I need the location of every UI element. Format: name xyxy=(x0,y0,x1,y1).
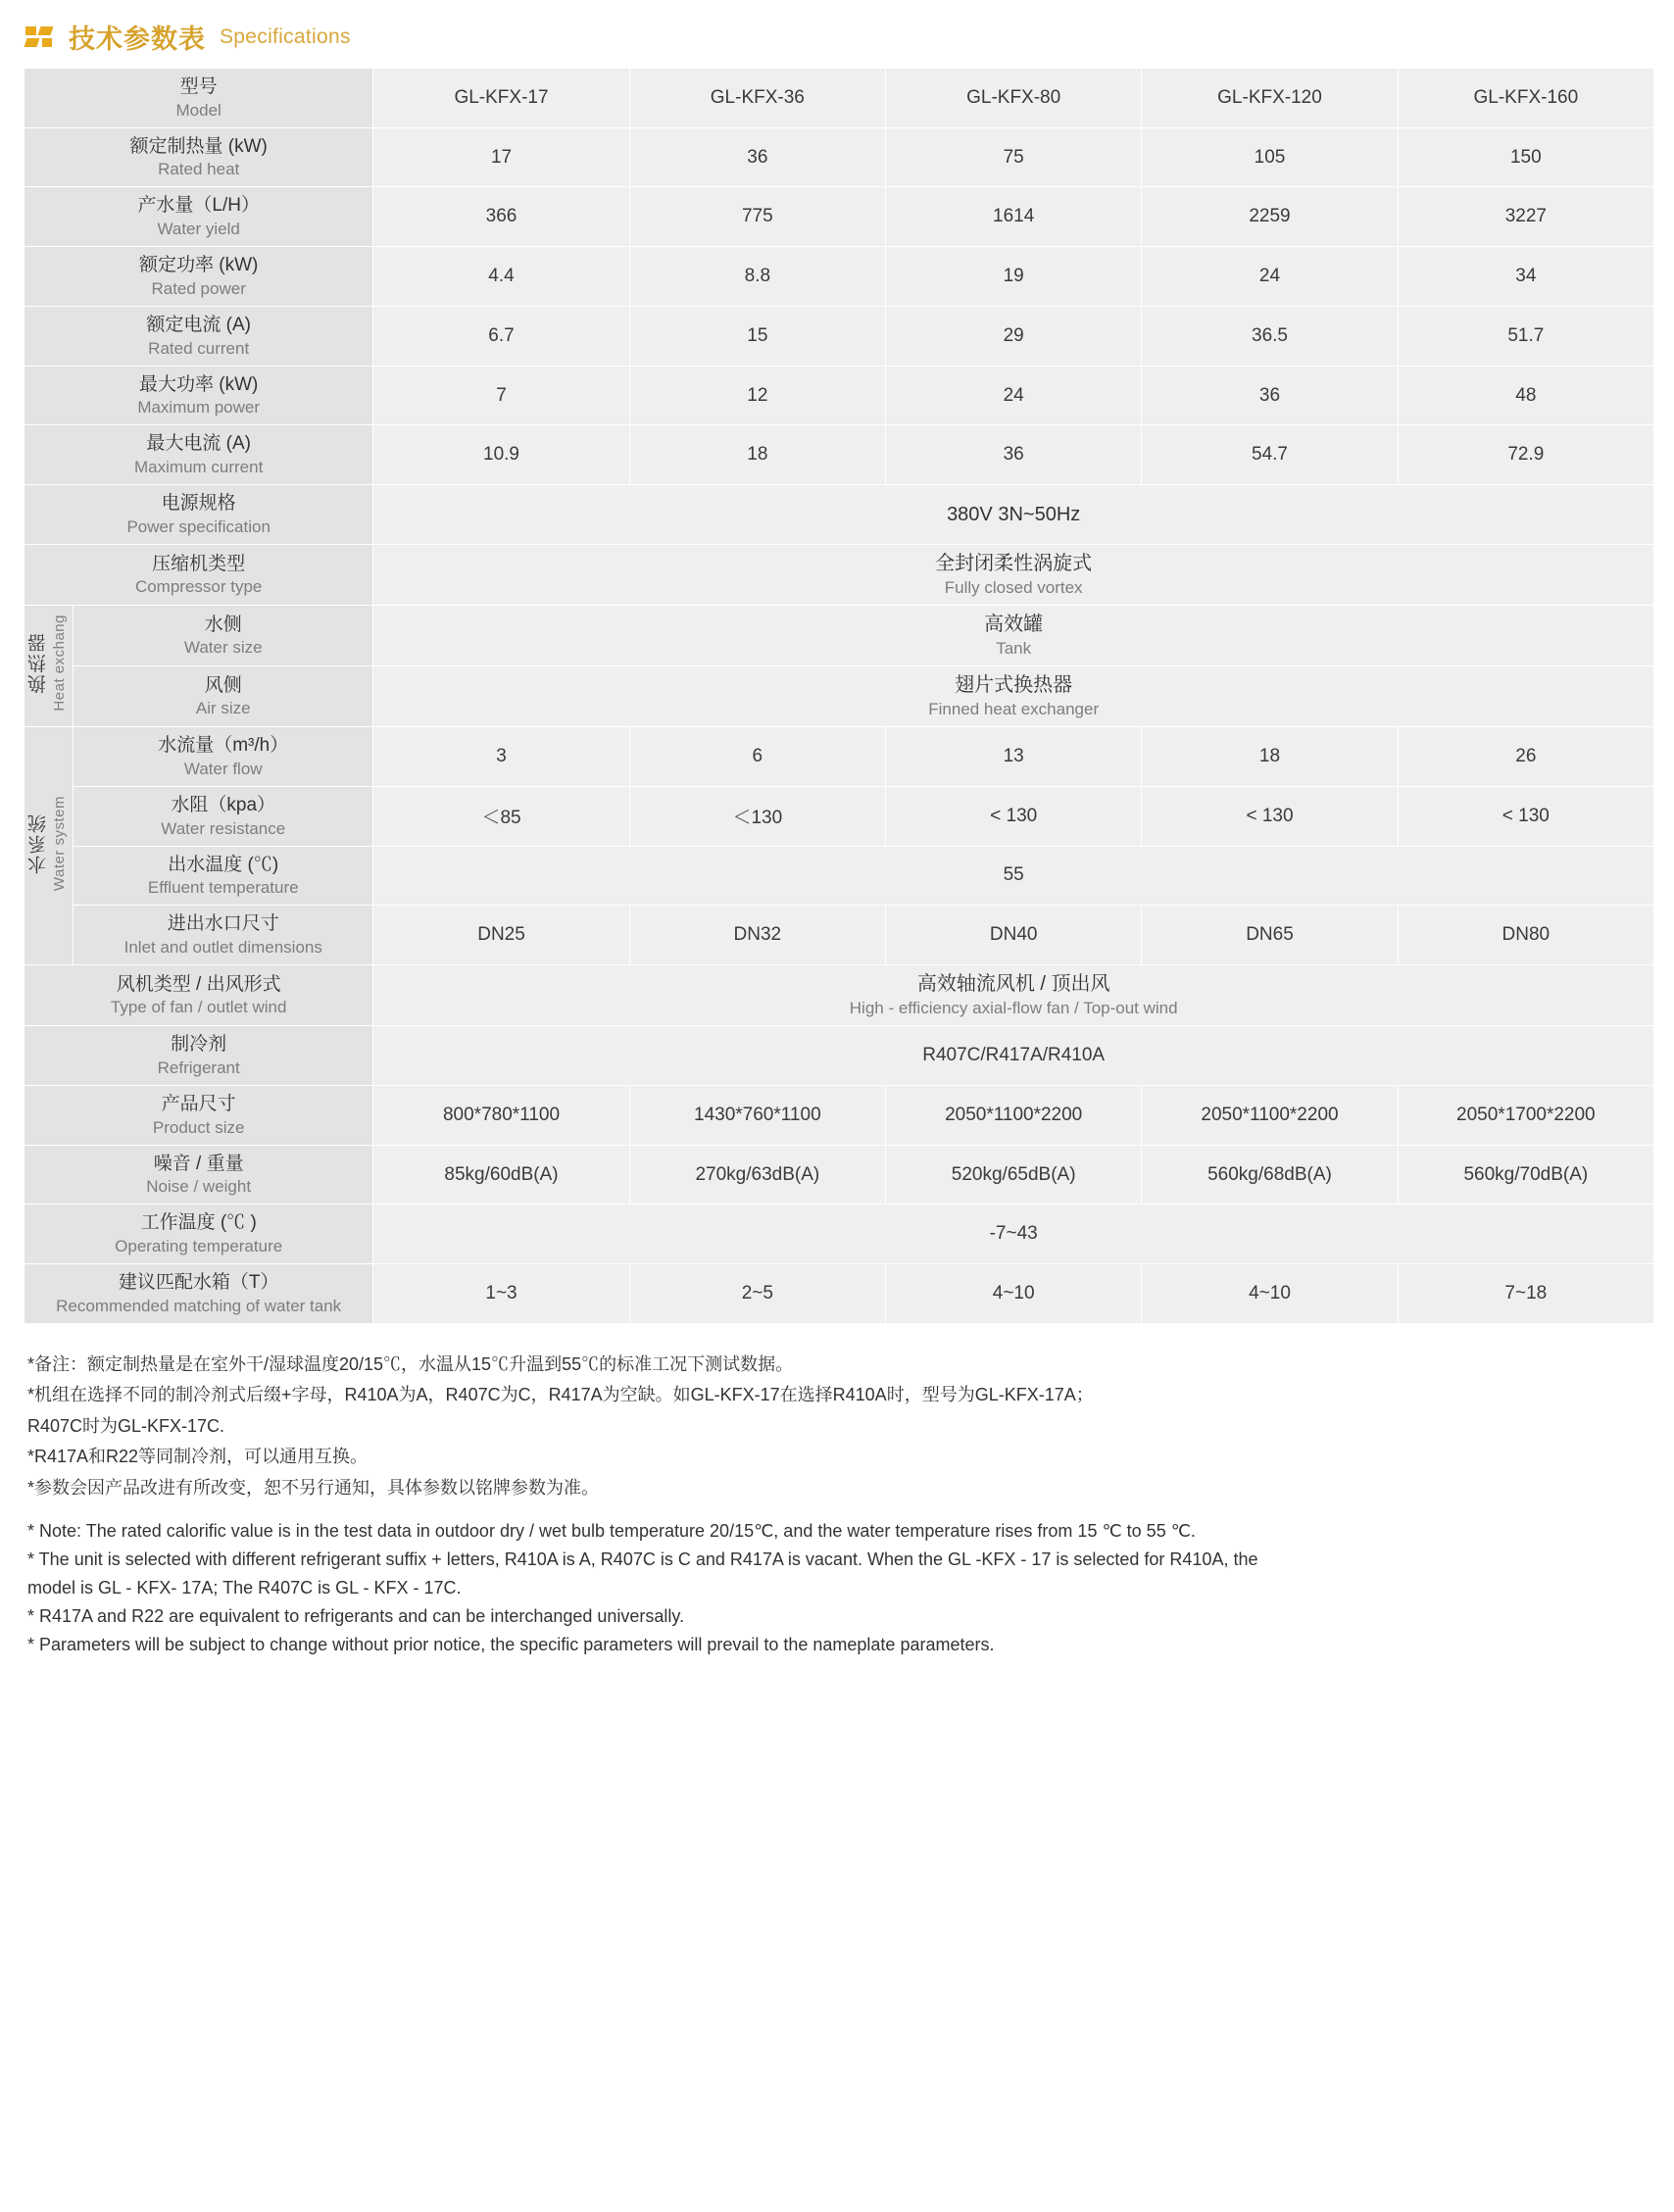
cell-value: 6 xyxy=(629,727,885,787)
table-row xyxy=(25,69,1654,128)
table-row xyxy=(25,666,1654,727)
row-label-en: Water resistance xyxy=(161,818,286,838)
row-label-cn: 额定电流 (A) xyxy=(146,314,251,335)
row-label-cn: 最大功率 (kW) xyxy=(138,373,259,395)
cell-value-merged: 55 xyxy=(373,846,1654,906)
row-label-en: Water flow xyxy=(183,759,263,778)
footnote-cn: *机组在选择不同的制冷剂式后缀+字母，R410A为A，R407C为C，R417A为空缺。如GL-KFX-17在选择R410A时，型号为GL-KFX-17A； xyxy=(27,1385,1094,1405)
cell-value: 29 xyxy=(886,306,1142,366)
cell-value: 17 xyxy=(373,127,629,187)
cell-value: DN32 xyxy=(629,906,885,965)
brand-logo-icon xyxy=(25,25,55,50)
row-label-en: Rated heat xyxy=(158,160,240,179)
footnote-cn: *备注：额定制热量是在室外干/湿球温度20/15℃，水温从15℃升温到55℃的标准工况下测试数据。 xyxy=(27,1353,794,1374)
row-label-en: Refrigerant xyxy=(157,1057,240,1077)
cell-value: 34 xyxy=(1398,247,1653,307)
group-label-en: Heat exchang xyxy=(50,614,68,712)
row-label-en: Water yield xyxy=(157,220,240,239)
footnote-en: * The unit is selected with different refrigerant suffix + letters, R410A is A, R407C is C and R417A is vacant. When the GL -KFX - 17 is selected for R410A, the xyxy=(27,1549,1258,1570)
table-row xyxy=(25,544,1654,605)
cell-value: < 130 xyxy=(1398,786,1653,846)
footnote-en: * Parameters will be subject to change without prior notice, the specific parameters will prevail to the nameplate parameters. xyxy=(27,1634,995,1654)
cell-value: 18 xyxy=(1142,727,1398,787)
row-label-en: Effluent temperature xyxy=(147,878,299,898)
page-title-en: Specifications xyxy=(220,25,351,48)
cell-value: 36 xyxy=(1142,366,1398,425)
row-label xyxy=(25,965,373,1026)
cell-value: 520kg/65dB(A) xyxy=(886,1145,1142,1204)
cell-value: 19 xyxy=(886,247,1142,307)
cell-value-merged xyxy=(373,605,1654,665)
row-label xyxy=(25,425,373,485)
table-row xyxy=(25,1204,1654,1264)
cell-value: 24 xyxy=(1142,247,1398,307)
cell-value: ＜130 xyxy=(629,786,885,846)
cell-value: DN80 xyxy=(1398,906,1653,965)
cell-value: 2050*1100*2200 xyxy=(886,1085,1142,1145)
row-label-en: Operating temperature xyxy=(115,1237,283,1256)
table-row xyxy=(25,786,1654,846)
cell-value-merged xyxy=(373,485,1654,545)
row-label-en: Power specification xyxy=(126,516,271,536)
row-label xyxy=(74,727,373,787)
table-row xyxy=(25,605,1654,665)
footnote-cn: R407C时为GL-KFX-17C. xyxy=(27,1415,225,1436)
cell-value: 270kg/63dB(A) xyxy=(629,1145,885,1204)
page-header xyxy=(22,14,1652,68)
page-title-cn: 技术参数表 xyxy=(69,25,206,54)
cell-value-merged: R407C/R417A/R410A xyxy=(373,1026,1654,1086)
row-label-cn: 额定功率 (kW) xyxy=(138,255,259,276)
row-label-cn: 水阻（kpa） xyxy=(171,794,276,815)
cell-value: 775 xyxy=(629,187,885,247)
table-row xyxy=(25,906,1654,965)
table-row xyxy=(25,485,1654,545)
row-label xyxy=(25,127,373,187)
row-label-cn: 水流量（m³/h） xyxy=(158,735,289,757)
cell-value: 2050*1700*2200 xyxy=(1398,1085,1653,1145)
row-label-en: Model xyxy=(175,100,222,120)
cell-value-en: Tank xyxy=(996,638,1032,658)
row-label-cn: 制冷剂 xyxy=(171,1034,227,1056)
row-label xyxy=(25,1085,373,1145)
cell-value: 2~5 xyxy=(629,1264,885,1324)
row-label-cn: 最大电流 (A) xyxy=(146,433,251,455)
row-label-en: Maximum current xyxy=(134,458,264,477)
row-label-cn: 出水温度 (℃) xyxy=(168,854,279,875)
cell-value: 6.7 xyxy=(373,306,629,366)
cell-value-en: Fully closed vortex xyxy=(944,577,1083,597)
row-label-cn: 建议匹配水箱（T） xyxy=(118,1272,279,1294)
row-label xyxy=(25,485,373,545)
row-label xyxy=(74,906,373,965)
row-label-cn: 噪音 / 重量 xyxy=(153,1153,244,1174)
cell-value: 36 xyxy=(629,127,885,187)
row-label-cn: 工作温度 (℃ ) xyxy=(140,1212,257,1234)
footnote-en: model is GL - KFX- 17A; The R407C is GL - KFX - 17C. xyxy=(27,1577,462,1598)
cell-value: < 130 xyxy=(886,786,1142,846)
cell-value: 10.9 xyxy=(373,425,629,485)
cell-value: 75 xyxy=(886,127,1142,187)
cell-value: 72.9 xyxy=(1398,425,1653,485)
row-label xyxy=(74,786,373,846)
footnotes xyxy=(27,1350,1652,1658)
row-label xyxy=(25,1026,373,1086)
cell-value: 7 xyxy=(373,366,629,425)
cell-value: DN40 xyxy=(886,906,1142,965)
table-row xyxy=(25,1026,1654,1086)
table-row xyxy=(25,187,1654,247)
cell-value: < 130 xyxy=(1142,786,1398,846)
cell-value-merged xyxy=(373,544,1654,605)
row-label xyxy=(74,666,373,727)
cell-value: 24 xyxy=(886,366,1142,425)
table-row xyxy=(25,425,1654,485)
cell-value: GL-KFX-36 xyxy=(629,69,885,128)
table-row xyxy=(25,1264,1654,1324)
cell-value: ＜85 xyxy=(373,786,629,846)
row-label xyxy=(25,69,373,128)
cell-value-merged xyxy=(373,666,1654,727)
table-row xyxy=(25,1085,1654,1145)
cell-value: 3227 xyxy=(1398,187,1653,247)
row-label-en: Compressor type xyxy=(134,577,263,597)
row-label-cn: 型号 xyxy=(179,76,218,97)
row-label xyxy=(25,544,373,605)
row-label-cn: 进出水口尺寸 xyxy=(167,913,279,935)
cell-value: 560kg/70dB(A) xyxy=(1398,1145,1653,1204)
cell-value: 1614 xyxy=(886,187,1142,247)
cell-value: 4~10 xyxy=(886,1264,1142,1324)
table-row xyxy=(25,1145,1654,1204)
cell-value: 560kg/68dB(A) xyxy=(1142,1145,1398,1204)
group-label-water-system xyxy=(25,727,74,965)
table-row xyxy=(25,306,1654,366)
row-label-cn: 风机类型 / 出风形式 xyxy=(116,973,281,995)
specifications-table xyxy=(24,68,1654,1324)
row-label-en: Recommended matching of water tank xyxy=(56,1296,342,1315)
cell-value: 1~3 xyxy=(373,1264,629,1324)
row-label xyxy=(25,1204,373,1264)
cell-value: 36 xyxy=(886,425,1142,485)
footnote-cn: *R417A和R22等同制冷剂，可以通用互换。 xyxy=(27,1447,369,1467)
cell-value-merged xyxy=(373,965,1654,1026)
cell-value: 18 xyxy=(629,425,885,485)
group-label-cn: 水系统 xyxy=(28,811,49,874)
row-label xyxy=(25,1145,373,1204)
row-label-cn: 压缩机类型 xyxy=(152,553,246,574)
cell-value: 105 xyxy=(1142,127,1398,187)
cell-value: 4~10 xyxy=(1142,1264,1398,1324)
cell-value: 12 xyxy=(629,366,885,425)
row-label xyxy=(25,1264,373,1324)
cell-value: 36.5 xyxy=(1142,306,1398,366)
cell-value: 85kg/60dB(A) xyxy=(373,1145,629,1204)
cell-value: 800*780*1100 xyxy=(373,1085,629,1145)
cell-value: 13 xyxy=(886,727,1142,787)
cell-value: 3 xyxy=(373,727,629,787)
cell-value: 366 xyxy=(373,187,629,247)
row-label-en: Inlet and outlet dimensions xyxy=(123,938,322,957)
footnote-cn: *参数会因产品改进有所改变，恕不另行通知，具体参数以铭牌参数为准。 xyxy=(27,1477,600,1498)
cell-value-cn: 翅片式换热器 xyxy=(955,674,1073,697)
row-label-en: Rated current xyxy=(148,338,250,358)
cell-value-merged: -7~43 xyxy=(373,1204,1654,1264)
row-label xyxy=(25,187,373,247)
cell-value-cn: 380V 3N~50Hz xyxy=(947,503,1081,525)
cell-value: DN25 xyxy=(373,906,629,965)
cell-value: 2050*1100*2200 xyxy=(1142,1085,1398,1145)
cell-value: 15 xyxy=(629,306,885,366)
table-row xyxy=(25,127,1654,187)
row-label-en: Rated power xyxy=(151,278,246,298)
cell-value: DN65 xyxy=(1142,906,1398,965)
row-label-en: Water size xyxy=(183,638,263,658)
cell-value: 54.7 xyxy=(1142,425,1398,485)
row-label-en: Product size xyxy=(152,1117,245,1137)
row-label-en: Type of fan / outlet wind xyxy=(110,998,287,1017)
cell-value: 26 xyxy=(1398,727,1653,787)
table-row xyxy=(25,366,1654,425)
row-label-cn: 水侧 xyxy=(204,614,242,635)
cell-value: GL-KFX-160 xyxy=(1398,69,1653,128)
cell-value: 2259 xyxy=(1142,187,1398,247)
footnote-en: * R417A and R22 are equivalent to refrigerants and can be interchanged universally. xyxy=(27,1605,685,1626)
row-label-en: Air size xyxy=(195,699,251,718)
row-label-cn: 产品尺寸 xyxy=(161,1093,236,1114)
cell-value: 48 xyxy=(1398,366,1653,425)
footnote-spacer xyxy=(27,1503,1652,1517)
row-label-cn: 额定制热量 (kW) xyxy=(129,135,268,157)
cell-value-en: High - efficiency axial-flow fan / Top-out wind xyxy=(849,999,1178,1018)
row-label xyxy=(25,247,373,307)
row-label-en: Maximum power xyxy=(137,398,261,418)
cell-value: 4.4 xyxy=(373,247,629,307)
table-row xyxy=(25,846,1654,906)
cell-value-cn: 高效罐 xyxy=(984,613,1044,635)
cell-value: GL-KFX-17 xyxy=(373,69,629,128)
row-label-cn: 电源规格 xyxy=(161,493,236,515)
cell-value: GL-KFX-80 xyxy=(886,69,1142,128)
cell-value: 150 xyxy=(1398,127,1653,187)
cell-value: 1430*760*1100 xyxy=(629,1085,885,1145)
row-label xyxy=(25,366,373,425)
cell-value: GL-KFX-120 xyxy=(1142,69,1398,128)
table-row xyxy=(25,247,1654,307)
cell-value: 51.7 xyxy=(1398,306,1653,366)
row-label xyxy=(25,306,373,366)
footnote-en: * Note: The rated calorific value is in the test data in outdoor dry / wet bulb temperature 20/15℃, and the water temperature rises from 15 ℃ to 55 ℃. xyxy=(27,1521,1196,1542)
table-row xyxy=(25,727,1654,787)
cell-value: 7~18 xyxy=(1398,1264,1653,1324)
cell-value: 8.8 xyxy=(629,247,885,307)
row-label-en: Noise / weight xyxy=(146,1177,252,1197)
group-label-heat-exchanger xyxy=(25,605,74,726)
group-label-en: Water system xyxy=(50,795,68,891)
row-label xyxy=(74,846,373,906)
row-label-cn: 产水量（L/H） xyxy=(137,195,260,217)
cell-value-cn: 高效轴流风机 / 顶出风 xyxy=(916,973,1110,996)
cell-value-en: Finned heat exchanger xyxy=(928,700,1100,719)
group-label-cn: 换热器 xyxy=(28,632,49,695)
table-row xyxy=(25,965,1654,1026)
row-label xyxy=(74,605,373,665)
cell-value-cn: 全封闭柔性涡旋式 xyxy=(935,552,1093,574)
row-label-cn: 风侧 xyxy=(204,674,242,696)
